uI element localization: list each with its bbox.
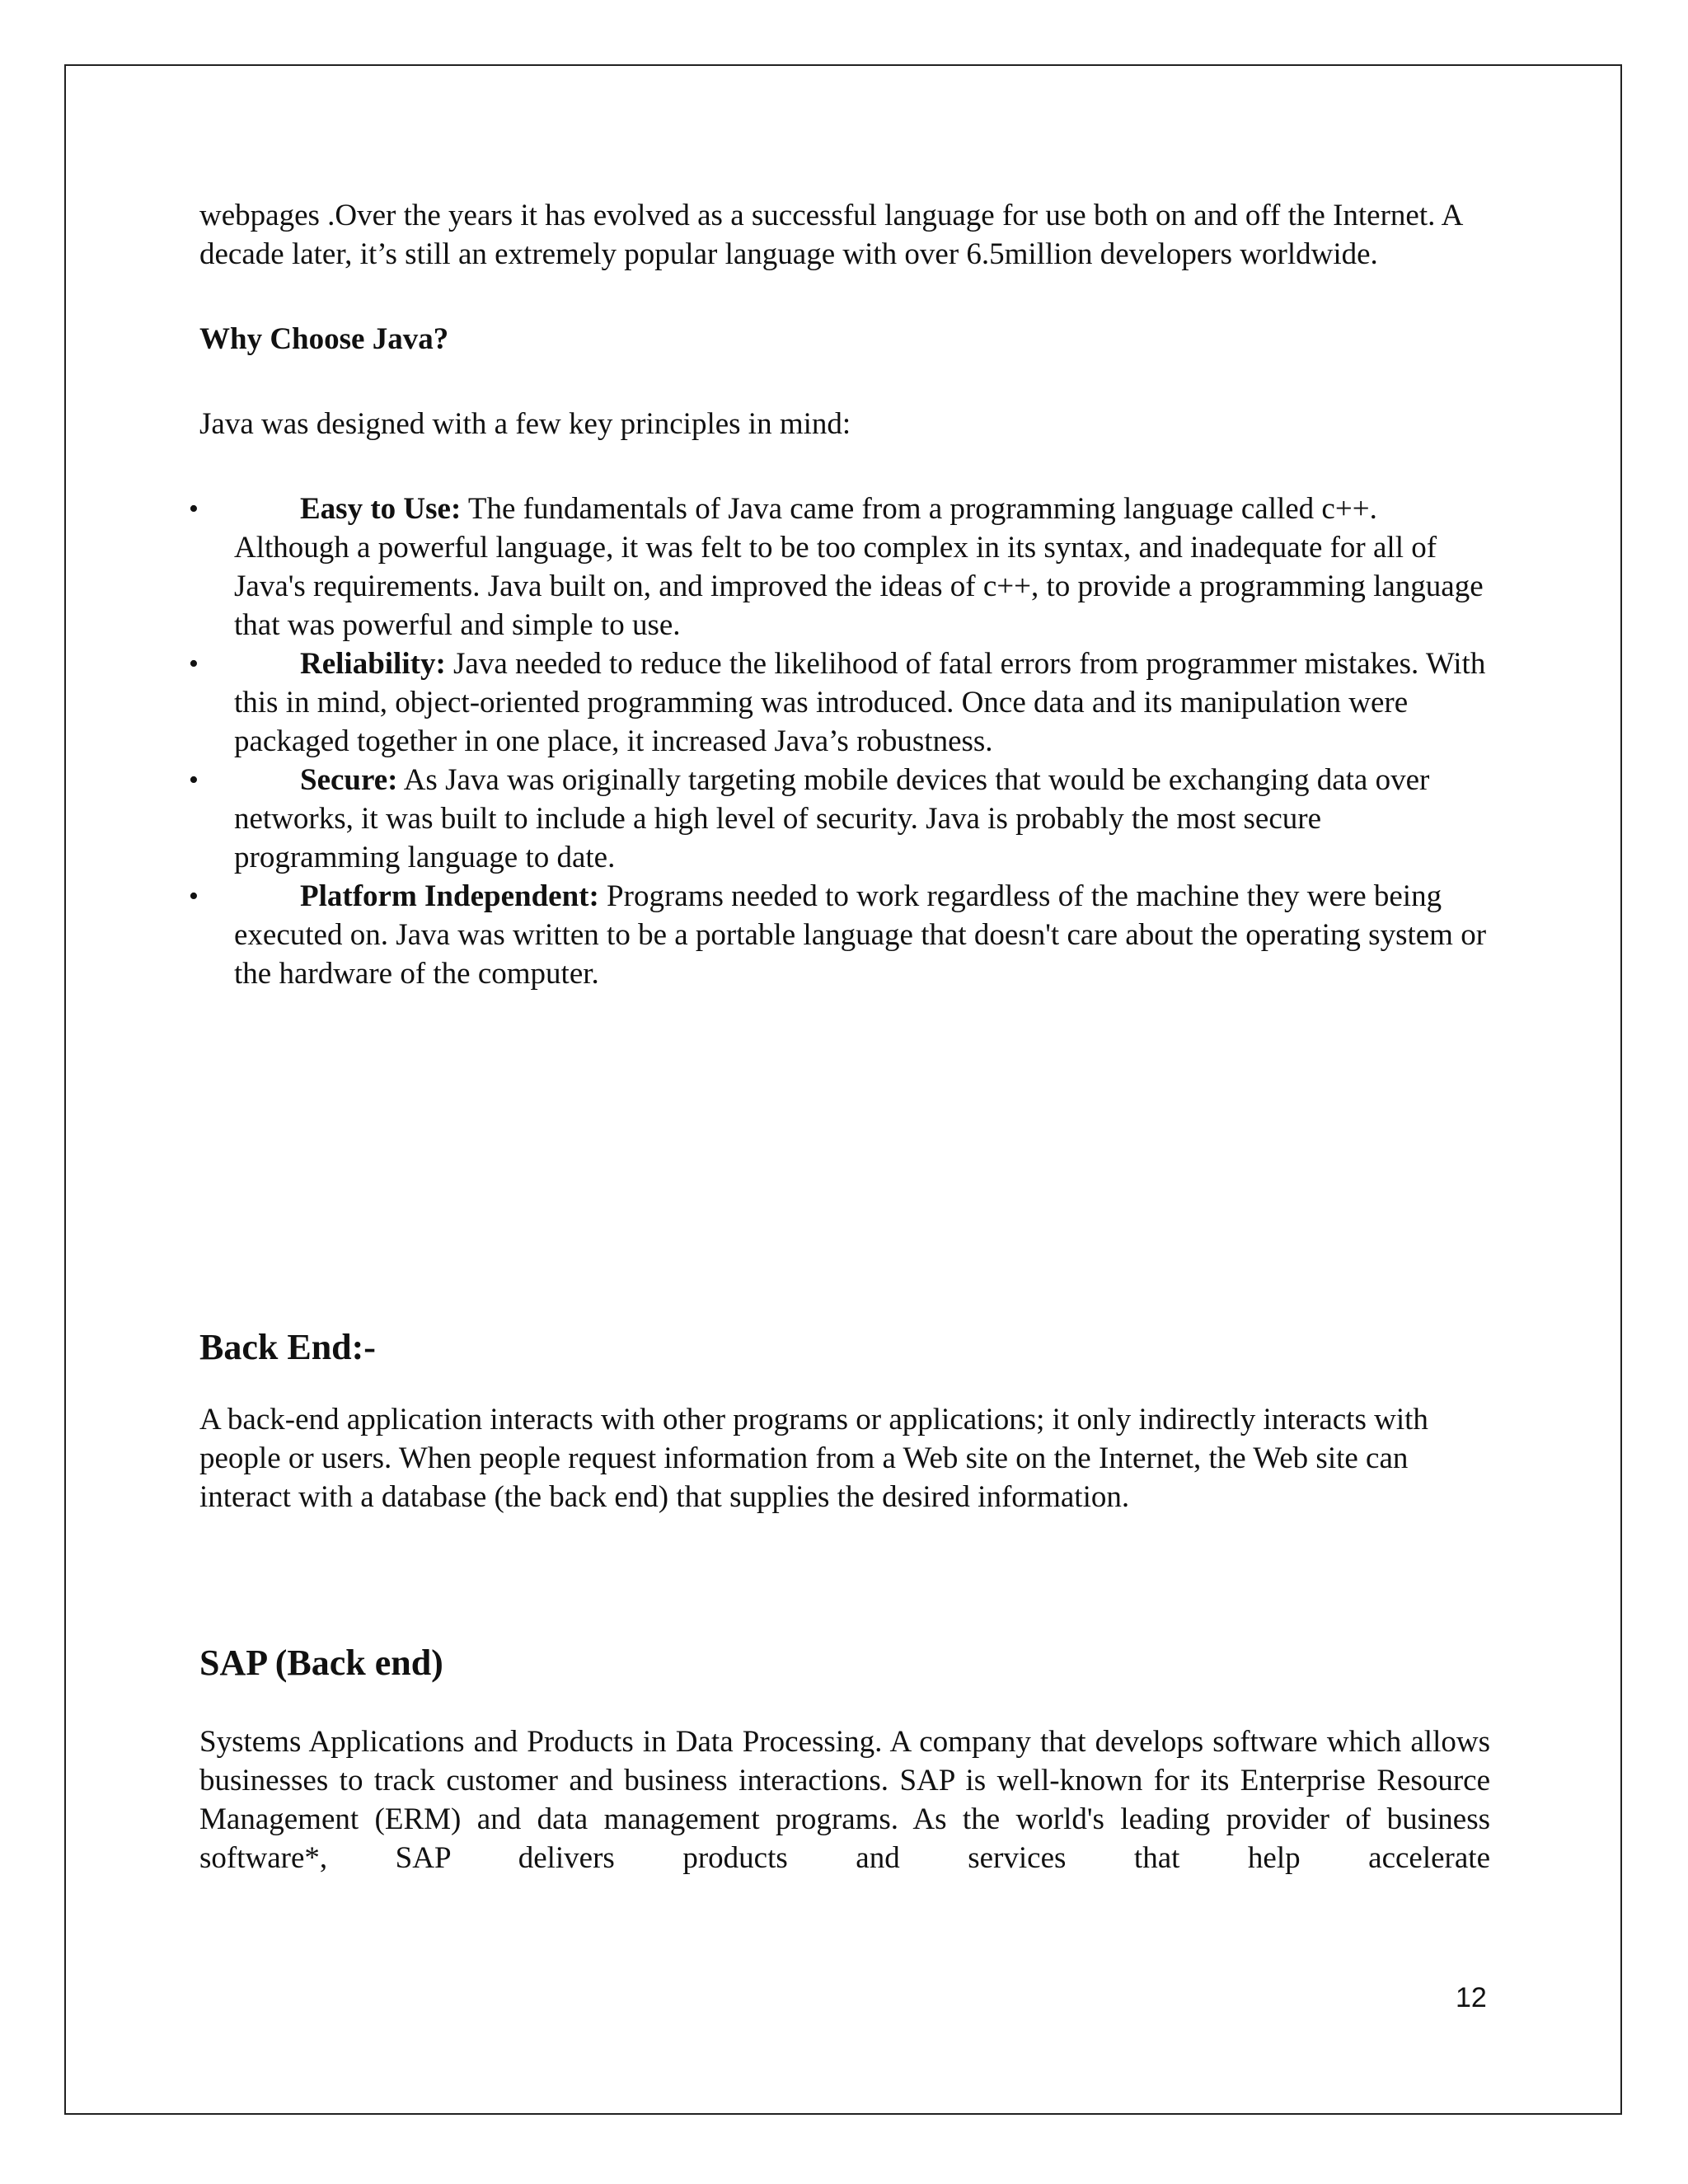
list-item-title: Secure:: [300, 763, 398, 797]
page-content: [189, 196, 1490, 1877]
bullet-icon: •: [189, 765, 199, 795]
list-item-text: Java needed to reduce the likelihood of fatal errors from programmer mistakes. With this in mind, object-oriented programming was introduced. Once data and its manipulation were packaged together in one place, it increased Java’s robustness.: [234, 647, 1486, 758]
principles-list: [189, 490, 1490, 993]
sap-paragraph: Systems Applications and Products in Data Processing. A company that develops software which allows businesses to track customer and business interactions. SAP is well-known for its Enterprise Resource Management (ERM) and data management programs. As the world's leading provider of business software*, SAP delivers products and services that help accelerate: [199, 1725, 1490, 1875]
page-number: 12: [1456, 1982, 1487, 2013]
bullet-icon: •: [189, 649, 199, 679]
list-item-text: The fundamentals of Java came from a programming language called c++. Although a powerful language, it was felt to be too complex in its syntax, and inadequate for all of Java's requirements. Java built on, and improved the ideas of c++, to provide a programming language that was powerful and simple to use.: [234, 492, 1484, 642]
list-item-text: Programs needed to work regardless of the machine they were being executed on. Java was written to be a portable language that doesn't care about the operating system or the hardware of the computer.: [234, 879, 1487, 991]
principles-lead: Java was designed with a few key principles in mind:: [199, 407, 851, 441]
list-item: [189, 490, 1490, 644]
list-item-text: As Java was originally targeting mobile devices that would be exchanging data over networks, it was built to include a high level of security. Java is probably the most secure programming language to date.: [234, 763, 1430, 874]
bullet-icon: •: [189, 494, 199, 524]
back-end-paragraph: A back-end application interacts with other programs or applications; it only indirectly interacts with people or users. When people request information from a Web site on the Internet, the Web site can interact with a database (the back end) that supplies the desired information.: [199, 1403, 1428, 1514]
bullet-icon: •: [189, 881, 199, 912]
list-item: [189, 644, 1490, 761]
list-item: [189, 877, 1490, 993]
why-choose-java-heading: Why Choose Java?: [199, 322, 449, 356]
sap-heading: SAP (Back end): [199, 1643, 443, 1683]
list-item: [189, 761, 1490, 877]
intro-paragraph: webpages .Over the years it has evolved as a successful language for use both on and off the Internet. A decade later, it’s still an extremely popular language with over 6.5million developers worldwide.: [199, 199, 1462, 271]
list-item-title: Platform Independent:: [300, 879, 599, 913]
list-item-title: Reliability:: [300, 647, 446, 681]
back-end-heading: Back End:-: [199, 1327, 376, 1367]
list-item-title: Easy to Use:: [300, 492, 462, 526]
